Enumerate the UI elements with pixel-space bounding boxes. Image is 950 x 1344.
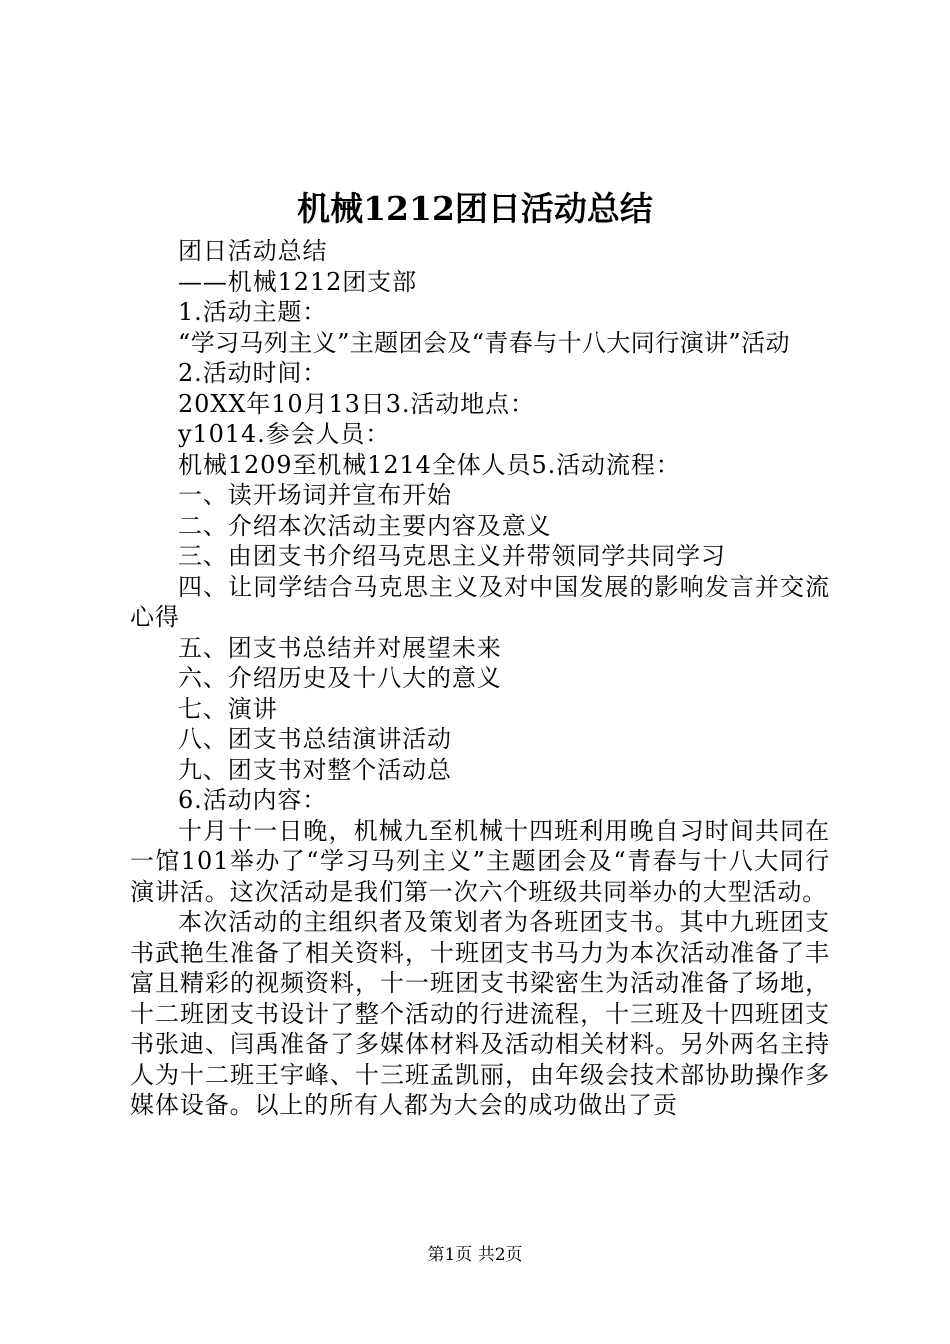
paragraph: “学习马列主义”主题团会及“青春与十八大同行演讲”活动	[178, 328, 790, 357]
document-title: 机械1212团日活动总结	[297, 189, 653, 228]
page-footer: 第1页 共2页	[427, 1245, 523, 1265]
document-body	[130, 236, 830, 1121]
paragraph: 九、团支书对整个活动总	[178, 755, 452, 784]
paragraph: 6.活动内容：	[178, 786, 328, 814]
paragraph: 机械1209至机械1214全体人员5.活动流程：	[178, 450, 681, 479]
paragraph: 本次活动的主组织者及策划者为各班团支书。其中九班团支书武艳生准备了相关资料，十班团支书马力为本次活动准备了丰富且精彩的视频资料，十一班团支书梁密生为活动准备了场地，十二班团支书设计了整个活动的行进流程，十三班及十四班团支书张迪、闫禹准备了多媒体材料及活动相关材料。另外两名主持人为十二班王宇峰、十三班孟凯丽，由年级会技术部协助操作多媒体设备。以上的所有人都为大会的成功做出了贡	[130, 908, 830, 1119]
paragraph: ——机械1212团支部	[178, 267, 417, 296]
paragraph: 二、介绍本次活动主要内容及意义	[178, 511, 552, 540]
paragraph: y1014.参会人员：	[178, 420, 391, 448]
paragraph: 十月十一日晚，机械九至机械十四班利用晚自习时间共同在一馆101举办了“学习马列主义”主题团会及“青春与十八大同行演讲活。这次活动是我们第一次六个班级共同举办的大型活动。	[130, 816, 830, 906]
paragraph: 八、团支书总结演讲活动	[178, 725, 452, 753]
paragraph: 2.活动时间：	[178, 359, 328, 387]
paragraph: 五、团支书总结并对展望未来	[178, 633, 502, 662]
paragraph: 三、由团支书介绍马克思主义并带领同学共同学习	[178, 542, 726, 570]
paragraph: 四、让同学结合马克思主义及对中国发展的影响发言并交流心得	[130, 572, 830, 631]
paragraph: 七、演讲	[178, 694, 278, 723]
paragraph: 一、读开场词并宣布开始	[178, 481, 452, 509]
paragraph: 20XX年10月13日3.活动地点：	[178, 389, 535, 418]
paragraph: 1.活动主题：	[178, 298, 328, 326]
paragraph: 六、介绍历史及十八大的意义	[178, 664, 502, 692]
paragraph: 团日活动总结	[178, 237, 328, 265]
